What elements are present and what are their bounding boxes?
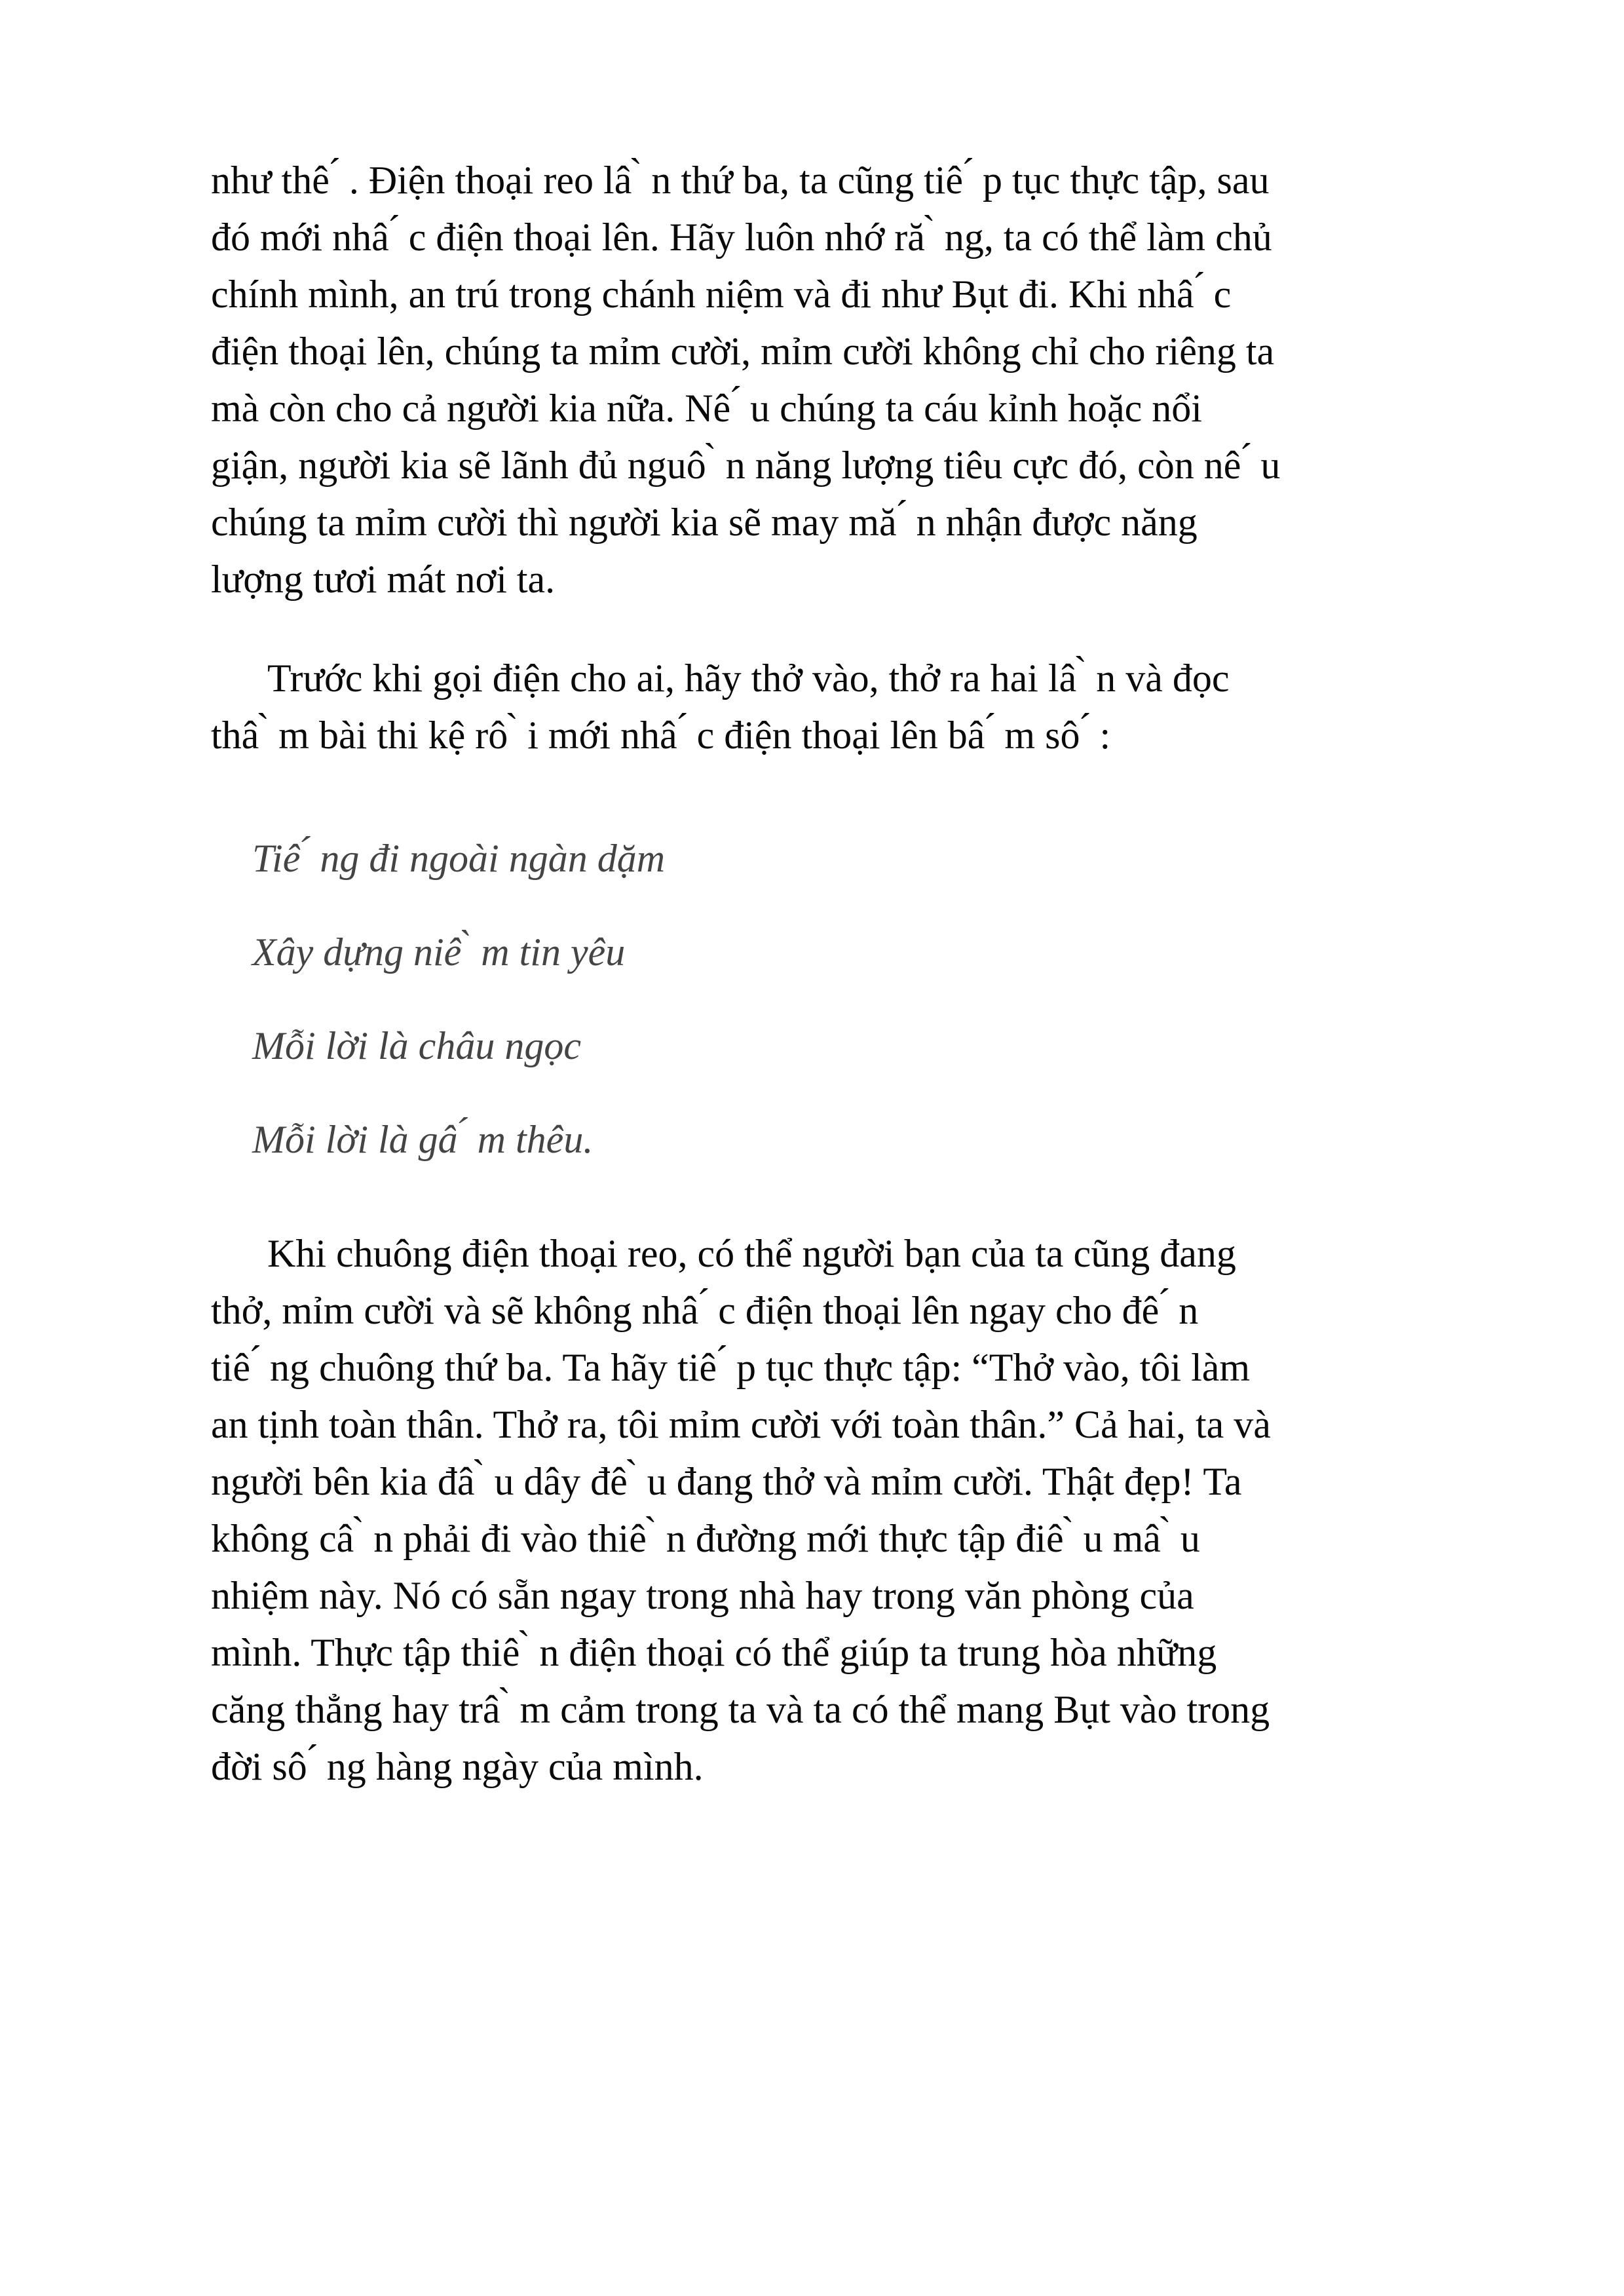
paragraph-3-line-10: đời sô ́ ng hàng ngày của mình. <box>211 1745 704 1788</box>
paragraph-2-line-1: Trước khi gọi điện cho ai, hãy thở vào, thở ra hai lâ ̀ n và đọc <box>267 657 1230 700</box>
paragraph-3-line-7: nhiệm này. Nó có sẵn ngay trong nhà hay trong văn phòng của <box>211 1574 1194 1617</box>
paragraph-2-line-2: thâ ̀ m bài thi kệ rô ̀ i mới nhâ ́ c điện thoại lên bâ ́ m sô ́ : <box>211 714 1111 757</box>
paragraph-3-line-1: Khi chuông điện thoại reo, có thể người bạn của ta cũng đang <box>267 1232 1236 1275</box>
paragraph-1-line-3: chính mình, an trú trong chánh niệm và đi như Bụt đi. Khi nhâ ́ c <box>211 273 1232 316</box>
paragraph-3-line-8: mình. Thực tập thiê ̀ n điện thoại có thể giúp ta trung hòa những <box>211 1631 1217 1674</box>
paragraph-1-line-8: lượng tươi mát nơi ta. <box>211 558 556 601</box>
paragraph-1-line-2: đó mới nhâ ́ c điện thoại lên. Hãy luôn nhớ ră ̀ ng, ta có thể làm chủ <box>211 216 1272 259</box>
paragraph-3-line-3: tiê ́ ng chuông thứ ba. Ta hãy tiê ́ p tục thực tập: “Thở vào, tôi làm <box>211 1346 1251 1389</box>
paragraph-3-line-9: căng thẳng hay trâ ̀ m cảm trong ta và ta có thể mang Bụt vào trong <box>211 1688 1270 1731</box>
paragraph-1-line-6: giận, người kia sẽ lãnh đủ nguô ̀ n năng lượng tiêu cực đó, còn nê ́ u <box>211 444 1281 487</box>
verse-line-4: Mỗi lời là gâ ́ m thêu. <box>252 1118 594 1161</box>
verse-line-3: Mỗi lời là châu ngọc <box>252 1024 581 1067</box>
paragraph-1-line-5: mà còn cho cả người kia nữa. Nê ́ u chúng ta cáu kỉnh hoặc nổi <box>211 387 1202 430</box>
paragraph-3-line-4: an tịnh toàn thân. Thở ra, tôi mỉm cười với toàn thân.” Cả hai, ta và <box>211 1403 1271 1446</box>
paragraph-3-line-2: thở, mỉm cười và sẽ không nhâ ́ c điện thoại lên ngay cho đê ́ n <box>211 1289 1199 1332</box>
paragraph-1-line-1: như thê ́ . Điện thoại reo lâ ̀ n thứ ba, ta cũng tiê ́ p tục thực tập, sau <box>211 159 1270 202</box>
paragraph-1-line-7: chúng ta mỉm cười thì người kia sẽ may mă ́ n nhận được năng <box>211 501 1198 544</box>
paragraph-1-line-4: điện thoại lên, chúng ta mỉm cười, mỉm cười không chỉ cho riêng ta <box>211 330 1275 373</box>
paragraph-3-line-5: người bên kia đâ ̀ u dây đê ̀ u đang thở và mỉm cười. Thật đẹp! Ta <box>211 1460 1242 1503</box>
verse-line-2: Xây dựng niê ̀ m tin yêu <box>252 930 626 974</box>
paragraph-3-line-6: không câ ̀ n phải đi vào thiê ̀ n đường mới thực tập điê ̀ u mâ ̀ u <box>211 1517 1200 1560</box>
verse-line-1: Tiê ́ ng đi ngoài ngàn dặm <box>252 837 666 880</box>
